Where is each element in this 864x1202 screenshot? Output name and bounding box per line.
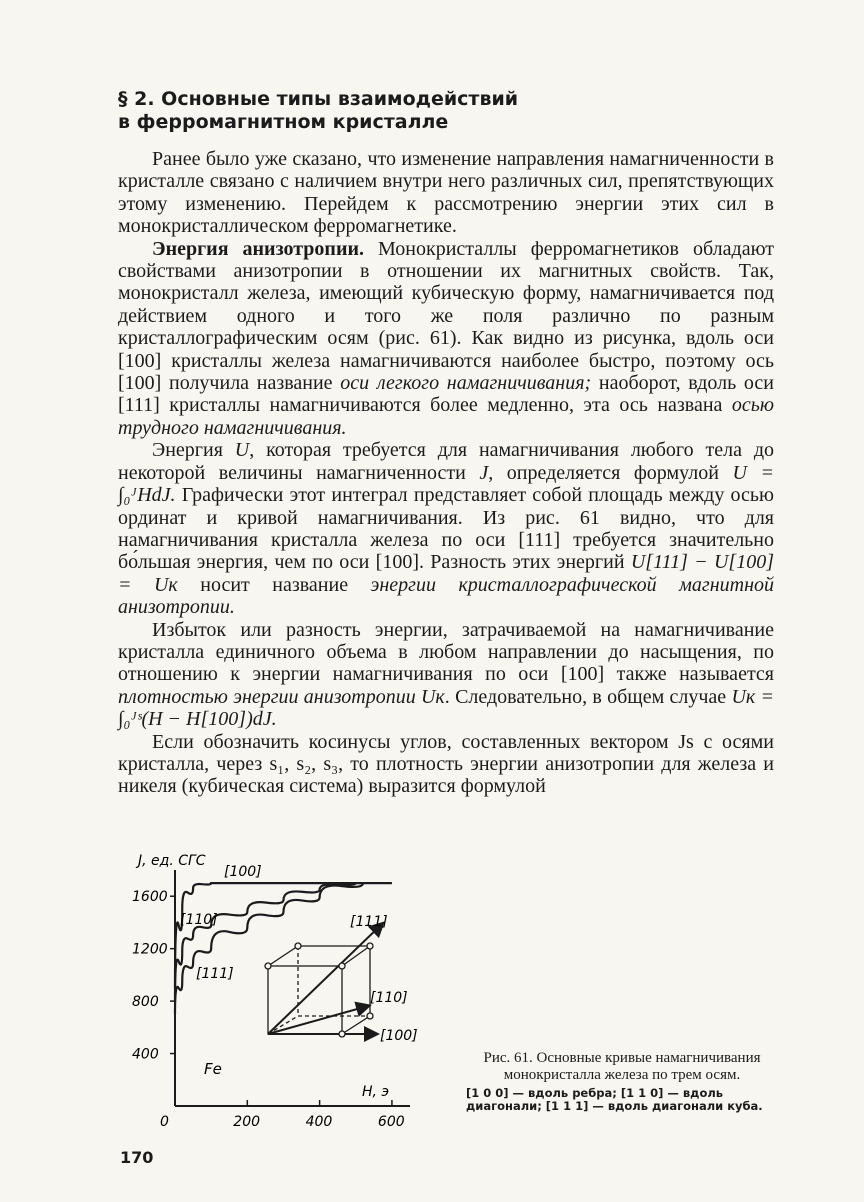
y-axis-label: J, ед. СГС [138, 853, 206, 869]
section-heading [118, 88, 538, 134]
paragraph-2: Энергия анизотропии. Монокристаллы ферромагнетиков обладают свойствами анизотропии в отношении их магнитных свойств. Так, монокристалл железа, имеющий кубическую форму, намагничивается под действием одного и того же поля различно по разным кристаллографическим осям (рис. 61). Как видно из рисунка, вдоль оси [100] кристаллы железа намагничиваются наиболее быстро, поэтому ось [100] получила название оси легкого намагничивания; наоборот, вдоль оси [111] кристаллы намагничиваются более медленно, эта ось названа осью трудного намагничивания. [118, 237, 774, 439]
paragraph-4: Избыток или разность энергии, затрачиваемой на намагничивание кристалла единичного объема в любом направлении до насыщения, по отношению к энергии намагничивания по оси [100] также называется плотностью энергии анизотропии Uк. Следовательно, в общем случае Uк = ∫₀ᴶˢ(H − H[100])dJ. [118, 618, 774, 731]
figure-61 [130, 848, 430, 1138]
cube-vertex [265, 963, 271, 969]
material-label: Fe [204, 1060, 222, 1078]
curve-label-110: [110] [180, 912, 218, 928]
curve-label-111: [111] [196, 966, 234, 982]
cube-vertex [367, 1013, 373, 1019]
term-anisotropy-density: плотностью энергии анизотропии [118, 685, 416, 708]
page-number: 170 [120, 1148, 154, 1167]
cube-edge [268, 946, 298, 966]
term-anisotropy-energy: Энергия анизотропии. [152, 237, 364, 260]
x-tick-label: 200 [233, 1114, 261, 1130]
term-hard-axis: осью трудного намагничивания. [118, 394, 774, 439]
term-magnetocrystalline-anisotropy: энергии кристаллографической магнитной анизотропии. [118, 573, 775, 619]
figure-caption [466, 1050, 778, 1113]
formula-anisotropy-integral: Uк = ∫₀ᴶˢ(H − H[100])dJ. [118, 685, 774, 731]
term-easy-axis: оси легкого намагничивания; [340, 372, 592, 395]
curve-label-100: [100] [224, 864, 262, 880]
cube-label-111: [111] [350, 914, 388, 930]
cube-vertex [339, 1031, 345, 1037]
y-tick-label: 400 [132, 1046, 159, 1063]
heading-line-2: в ферромагнитном кристалле [118, 111, 449, 133]
x-tick-label: 400 [305, 1114, 333, 1130]
cube-edge [342, 1016, 370, 1034]
formula-energy-integral: U = ∫₀ᴶHdJ. [118, 461, 774, 507]
paragraph-3: Энергия U, которая требуется для намагничивания любого тела до некоторой величины намагниченности J, определяется формулой U = ∫₀ᴶHdJ. Графически этот интеграл представляет собой площадь между осью ординат и кривой намагничивания. Из рис. 61 видно, что для намагничивания кристалла железа по оси [111] требуется значительно бо́льшая энергия, чем по оси [100]. Разность этих энергий U[111] − U[100] = Uк носит название энергии кристаллографической магнитной анизотропии. [118, 439, 775, 619]
cube-vertex [339, 963, 345, 969]
cube-vertex [367, 943, 373, 949]
x-tick-label: 600 [377, 1114, 405, 1130]
y-tick-label: 800 [132, 994, 159, 1011]
cube-label-100: [100] [380, 1028, 418, 1044]
y-tick-label: 1200 [132, 941, 168, 958]
paragraph-5: Если обозначить косинусы углов, составленных вектором Js с осями кристалла, через s₁, s₂, s₃, то плотность энергии анизотропии для железа и никеля (кубическая система) выразится формулой [118, 730, 774, 798]
paragraph-1: Ранее было уже сказано, что изменение направления намагниченности в кристалле связано с наличием внутри него различных сил, препятствующих этому изменению. Перейдем к рассмотрению энергии этих сил в монокристаллическом ферромагнетике. [118, 148, 774, 238]
heading-line-1: § 2. Основные типы взаимодействий [118, 88, 519, 110]
y-tick-label: 0 [160, 1114, 169, 1130]
magnetization-chart [130, 848, 430, 1138]
x-axis-label: H, э [362, 1084, 390, 1100]
cube-label-110: [110] [370, 990, 408, 1006]
cube-diagram [265, 924, 382, 1037]
cube-vertex [295, 943, 301, 949]
body-text [118, 148, 774, 798]
y-tick-label: 1600 [132, 889, 168, 906]
series-line-110 [175, 883, 356, 1001]
caption-note: [1 0 0] — вдоль ребра; [1 1 0] — вдоль диагонали; [1 1 1] — вдоль диагонали куба. [466, 1086, 763, 1113]
formula-energy-difference: U[111] − U[100] = Uк [118, 551, 775, 596]
caption-main: Рис. 61. Основные кривые намагничивания монокристалла железа по трем осям. [483, 1050, 761, 1083]
